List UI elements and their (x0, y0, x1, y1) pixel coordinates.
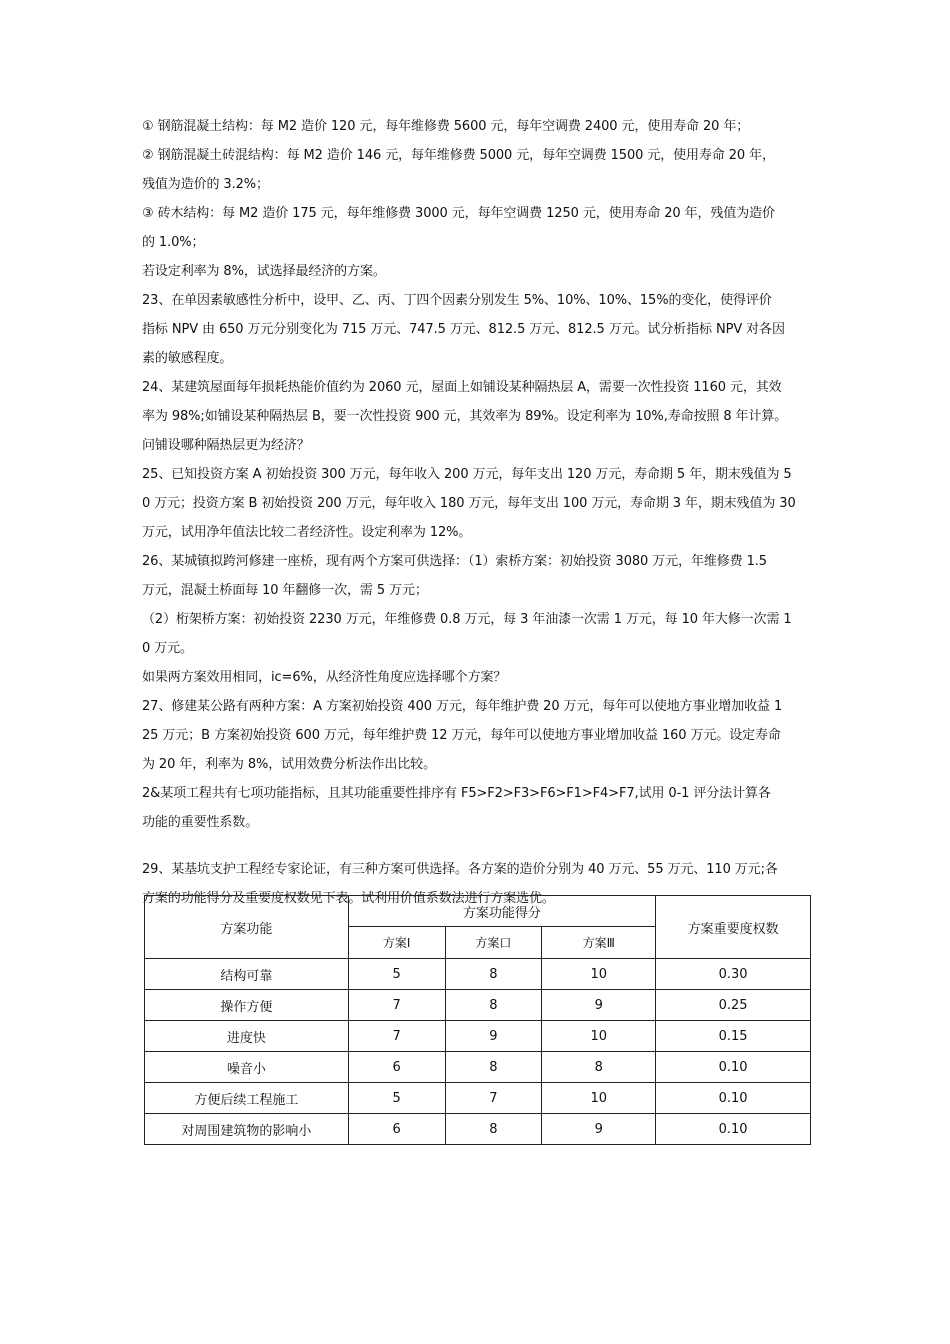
text-line: 为 20 年，利率为 8%，试用效费分析法作出比较。 (142, 757, 436, 772)
paragraph-gap (142, 837, 814, 855)
question-29-line: 29、某基坑支护工程经专家论证，有三种方案可供选择。各方案的造价分别为 40 万元、55 万元、110 万元;各 (142, 862, 778, 877)
row-weight: 0.10 (656, 1114, 811, 1145)
question-28-line: 2&某项工程共有七项功能指标，且其功能重要性排序有 F5>F2>F3>F6>F1>F4>F7,试用 0-1 评分法计算各 (142, 786, 771, 801)
question-27-line: 27、修建某公路有两种方案：A 方案初始投资 400 万元，每年维护费 20 万元，每年可以使地方事业增加收益 1 (142, 699, 783, 714)
score-plan-1: 6 (348, 1052, 445, 1083)
text-line: 的 1.0%； (142, 235, 205, 250)
question-23-line: 23、在单因素敏感性分析中，设甲、乙、丙、丁四个因素分别发生 5%、10%、10%、15%的变化，使得评价 (142, 293, 772, 308)
text-line: ② 钢筋混凝土砖混结构：每 M2 造价 146 元，每年维修费 5000 元，每年空调费 1500 元，使用寿命 20 年， (142, 148, 775, 163)
text-line: ③ 砖木结构：每 M2 造价 175 元，每年维修费 3000 元，每年空调费 1250 元，使用寿命 20 年，残值为造价 (142, 206, 775, 221)
score-plan-1: 5 (348, 1083, 445, 1114)
score-plan-1: 7 (348, 1021, 445, 1052)
text-line: 指标 NPV 由 650 万元分别变化为 715 万元、747.5 万元、812.5 万元、812.5 万元。试分析指标 NPV 对各因 (142, 322, 785, 337)
row-weight: 0.30 (656, 959, 811, 990)
score-plan-3: 9 (542, 990, 656, 1021)
text-line: 方案的功能得分及重要度权数见下表。试利用价值系数法进行方案选优。 (142, 891, 555, 906)
text-line: 如果两方案效用相同，ic=6%，从经济性角度应选择哪个方案？ (142, 670, 507, 685)
score-plan-1: 6 (348, 1114, 445, 1145)
row-weight: 0.10 (656, 1052, 811, 1083)
question-26-line: 26、某城镇拟跨河修建一座桥，现有两个方案可供选择：（1）索桥方案：初始投资 3080 万元，年维修费 1.5 (142, 554, 767, 569)
row-function: 对周围建筑物的影响小 (145, 1114, 349, 1145)
text-line: 问铺设哪种隔热层更为经济？ (142, 438, 310, 453)
score-plan-3: 9 (542, 1114, 656, 1145)
text-line: 率为 98%;如铺设某种隔热层 B，要一次性投资 900 元，其效率为 89%。设定利率为 10%,寿命按照 8 年计算。 (142, 409, 788, 424)
table-row (145, 1083, 811, 1114)
text-line: 0 万元；投资方案 B 初始投资 200 万元，每年收入 180 万元，每年支出 100 万元，寿命期 3 年，期末残值为 30 (142, 496, 796, 511)
row-function: 方便后续工程施工 (145, 1083, 349, 1114)
table-row (145, 990, 811, 1021)
score-plan-3: 10 (542, 959, 656, 990)
text-line: ① 钢筋混凝土结构：每 M2 造价 120 元，每年维修费 5600 元，每年空调费 2400 元，使用寿命 20 年； (142, 119, 750, 134)
table-row (145, 1052, 811, 1083)
row-weight: 0.25 (656, 990, 811, 1021)
score-plan-2: 8 (445, 1052, 542, 1083)
text-line: 若设定利率为 8%，试选择最经济的方案。 (142, 264, 386, 279)
table-row (145, 1021, 811, 1052)
score-plan-2: 8 (445, 1114, 542, 1145)
text-line: 万元，试用净年值法比较二者经济性。设定利率为 12%。 (142, 525, 472, 540)
header-function: 方案功能 (145, 896, 349, 959)
score-plan-2: 8 (445, 959, 542, 990)
score-plan-2: 9 (445, 1021, 542, 1052)
text-line: （2）桁架桥方案：初始投资 2230 万元，年维修费 0.8 万元，每 3 年油漆一次需 1 万元，每 10 年大修一次需 1 (142, 612, 792, 627)
question-24-line: 24、某建筑屋面每年损耗热能价值约为 2060 元，屋面上如铺设某种隔热层 A，需要一次性投资 1160 元，其效 (142, 380, 782, 395)
text-line: 25 万元；B 方案初始投资 600 万元，每年维护费 12 万元，每年可以使地方事业增加收益 160 万元。设定寿命 (142, 728, 781, 743)
row-weight: 0.15 (656, 1021, 811, 1052)
row-function: 操作方便 (145, 990, 349, 1021)
score-plan-2: 7 (445, 1083, 542, 1114)
score-plan-3: 10 (542, 1083, 656, 1114)
score-plan-1: 7 (348, 990, 445, 1021)
row-function: 结构可靠 (145, 959, 349, 990)
header-plan-2: 方案口 (445, 927, 542, 959)
document-body (142, 112, 814, 913)
score-plan-3: 8 (542, 1052, 656, 1083)
row-weight: 0.10 (656, 1083, 811, 1114)
text-line: 功能的重要性系数。 (142, 815, 259, 830)
table-row (145, 959, 811, 990)
score-plan-3: 10 (542, 1021, 656, 1052)
row-function: 噪音小 (145, 1052, 349, 1083)
score-plan-1: 5 (348, 959, 445, 990)
text-line: 残值为造价的 3.2%； (142, 177, 269, 192)
score-plan-2: 8 (445, 990, 542, 1021)
header-plan-3: 方案Ⅲ (542, 927, 656, 959)
table-row (145, 1114, 811, 1145)
question-25-line: 25、已知投资方案 A 初始投资 300 万元，每年收入 200 万元，每年支出 120 万元，寿命期 5 年，期末残值为 5 (142, 467, 792, 482)
text-line: 万元，混凝土桥面每 10 年翻修一次，需 5 万元； (142, 583, 428, 598)
header-plan-1: 方案Ⅰ (348, 927, 445, 959)
text-line: 素的敏感程度。 (142, 351, 233, 366)
header-score-group: 方案功能得分 (348, 896, 656, 927)
function-score-table (144, 895, 811, 1145)
text-line: 0 万元。 (142, 641, 193, 656)
row-function: 进度快 (145, 1021, 349, 1052)
header-weight: 方案重要度权数 (656, 896, 811, 959)
